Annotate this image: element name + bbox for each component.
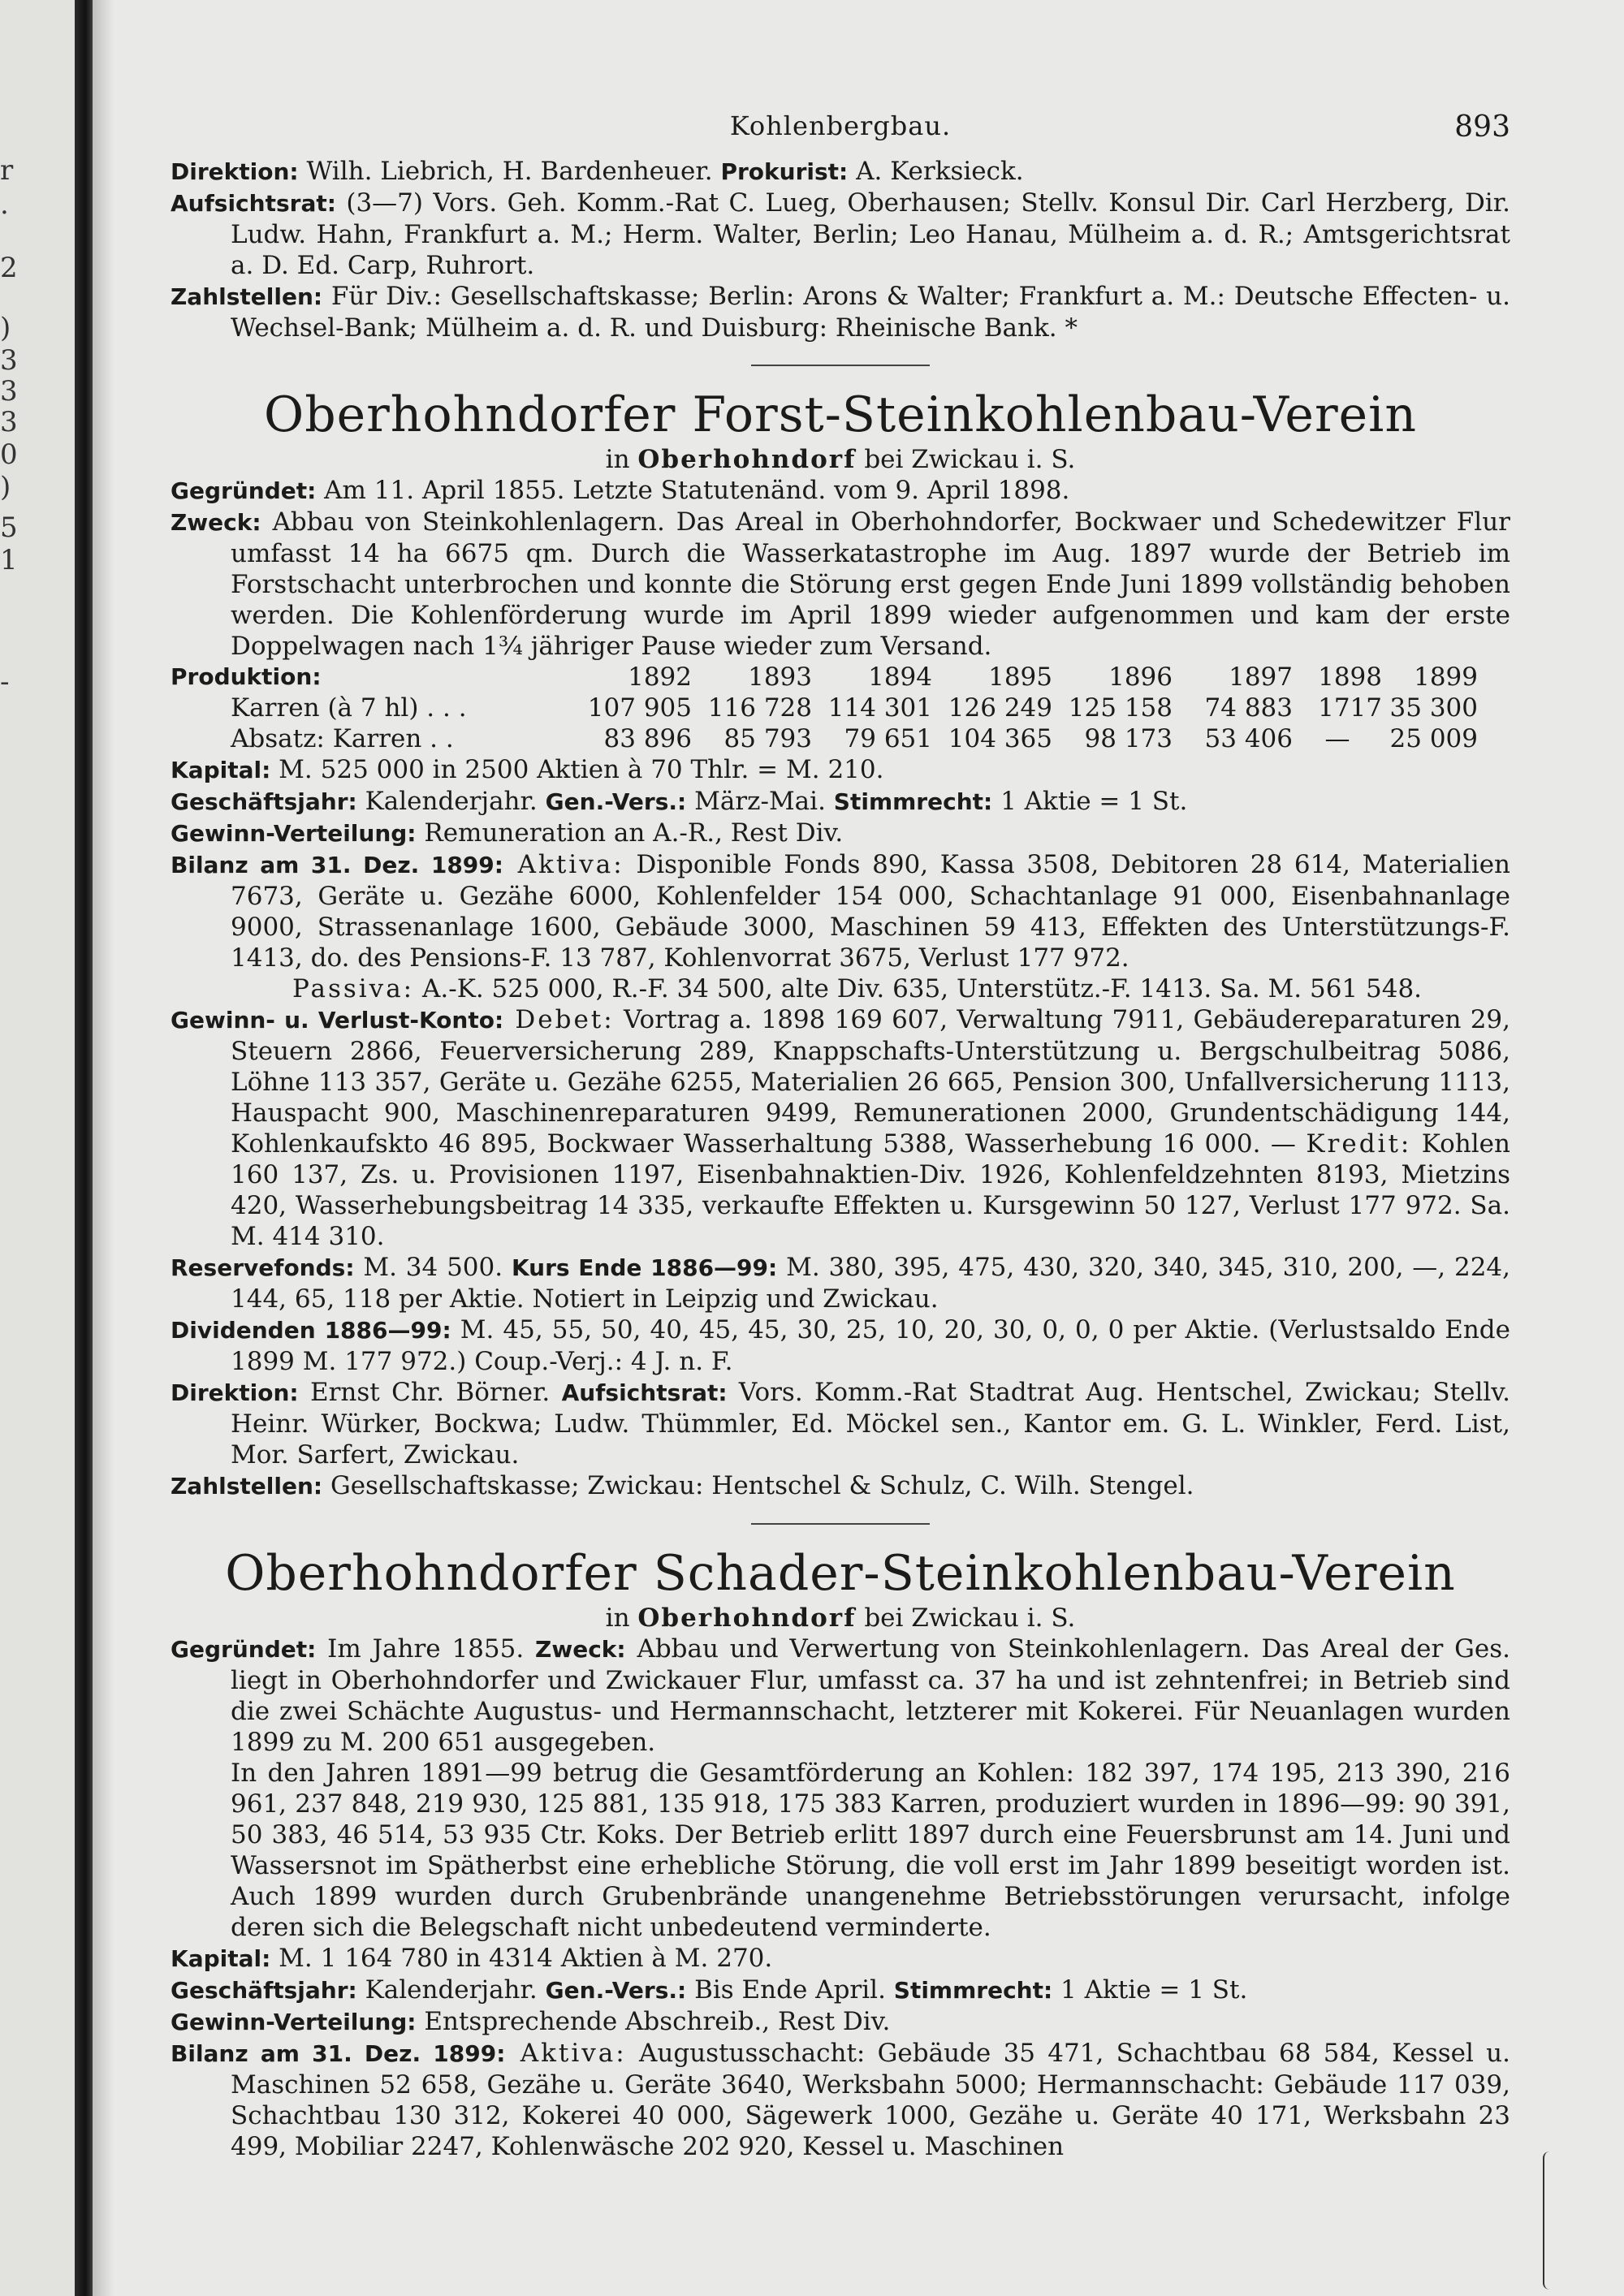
forst-passiva: Passiva: A.-K. 525 000, R.-F. 34 500, alte Div. 635, Unterstütz.-F. 1413. Sa. M. 561 548.	[292, 974, 1423, 1003]
table-row: Karren (à 7 hl) . . . 107 905 116 728 114 301 126 249 125 158 74 883 1717 35 300	[231, 693, 1478, 723]
schader-bilanz: Bilanz am 31. Dez. 1899: Aktiva: Augustusschacht: Gebäude 35 471, Schachtbau 68 584, Kessel u. Maschinen 52 658, Gezähe u. Geräte 3640, Werksbahn 5000; Hermannschacht: Gebäude 117 039, Schachtbau 130 312, Kokerei 40 000, Sägewerk 1000, Gezähe u. Geräte 40 171, Werksbahn 23 499, Mobiliar 2247, Kohlenwäsche 202 920, Kessel u. Maschinen	[171, 2039, 1511, 2161]
schader-gewinnverteilung: Gewinn-Verteilung: Entsprechende Abschreib., Rest Div.	[171, 2007, 891, 2036]
margin-fragment: 5	[0, 511, 18, 544]
forst-zweck: Zweck: Abbau von Steinkohlenlagern. Das Areal in Oberhohndorfer, Bockwaer und Schedewitzer Flur umfasst 14 ha 6675 qm. Durch die Wasserkatastrophe im Aug. 1897 wurde der Betrieb im Forstschacht unterbrochen und konnte die Störung erst gegen Ende Juni 1899 vollständig behoben werden. Die Kohlenförderung wurde im April 1899 wieder aufgenommen und kam der erste Doppelwagen nach 1¾ jähriger Pause wieder zum Versand.	[171, 507, 1510, 661]
gutter-shadow	[93, 0, 114, 2296]
forst-reservefonds: Reservefonds: M. 34 500. Kurs Ende 1886—99: M. 380, 395, 475, 430, 320, 340, 345, 310, 200, —, 224, 144, 65, 118 per Aktie. Notiert in Leipzig und Zwickau.	[171, 1253, 1511, 1314]
section-divider	[751, 365, 930, 366]
forst-gewinnverteilung: Gewinn-Verteilung: Remuneration an A.-R., Rest Div.	[171, 818, 844, 848]
section-divider	[751, 1523, 930, 1525]
margin-fragment: 3	[0, 406, 18, 438]
label: Direktion:	[171, 158, 299, 185]
running-head	[171, 104, 1510, 156]
margin-bracket	[1543, 2151, 1553, 2290]
forst-direktion: Direktion: Ernst Chr. Börner. Aufsichtsrat: Vors. Komm.-Rat Stadtrat Aug. Hentschel, Zwickau; Stellv. Heinr. Würker, Bockwa; Ludw. Thümmler, Ed. Möckel sen., Kantor em. G. L. Winkler, Ferd. List, Mor. Sarfert, Zwickau.	[171, 1378, 1510, 1470]
forst-kapital: Kapital: M. 525 000 in 2500 Aktien à 70 Thlr. = M. 210.	[171, 755, 884, 784]
schader-geschaeftsjahr: Geschäftsjahr: Kalenderjahr. Gen.-Vers.: Bis Ende April. Stimmrecht: 1 Aktie = 1 St.	[171, 1975, 1248, 2005]
margin-fragment: 3	[0, 344, 18, 377]
schader-foerderung: In den Jahren 1891—99 betrug die Gesamtförderung an Kohlen: 182 397, 174 195, 213 390, 216 961, 237 848, 219 930, 125 881, 135 918, 175 383 Karren, produziert wurden in 1896—99: 90 391, 50 383, 46 514, 53 935 Ctr. Koks. Der Betrieb erlitt 1897 durch eine Feuersbrunst am 14. Juni und Wassersnot im Spätherbst eine erhebliche Störung, die voll erst im Jahr 1899 beseitigt worden ist. Auch 1899 wurden durch Grubenbrände unangenehme Betriebsstörungen verursacht, infolge deren sich die Belegschaft nicht unbedeutend verminderte.	[231, 1759, 1510, 1942]
margin-fragment: )	[0, 312, 11, 344]
forst-bilanz: Bilanz am 31. Dez. 1899: Aktiva: Disponible Fonds 890, Kassa 3508, Debitoren 28 614, Materialien 7673, Geräte u. Gezähe 6000, Kohlenfelder 154 000, Schachtanlage 91 000, Eisenbahnanlage 9000, Strassenanlage 1600, Gebäude 3000, Maschinen 59 413, Effekten des Unterstützungs-F. 1413, do. des Pensions-F. 13 787, Kohlenvorrat 3675, Verlust 177 972.	[171, 850, 1511, 973]
label: Zahlstellen:	[171, 283, 323, 310]
entry-location-forst: in Oberhohndorf bei Zwickau i. S.	[605, 445, 1076, 474]
entry-title-schader: Oberhohndorfer Schader-Steinkohlenbau-Verein	[225, 1545, 1456, 1602]
prev-direktion-line: Direktion: Wilh. Liebrich, H. Bardenheuer. Prokurist: A. Kerksieck.	[171, 157, 1024, 186]
margin-fragment: -	[0, 666, 10, 698]
table-row: Produktion: 1892 1893 1894 1895 1896 1897 1898 1899	[171, 662, 1478, 692]
label: Aufsichtsrat:	[171, 190, 336, 217]
margin-fragment: 2	[0, 252, 18, 284]
running-title: Kohlenbergbau.	[729, 110, 952, 141]
table-row: Absatz: Karren . . 83 896 85 793 79 651 104 365 98 173 53 406 — 25 009	[231, 724, 1478, 753]
page-body	[171, 104, 1510, 2162]
forst-geschaeftsjahr: Geschäftsjahr: Kalenderjahr. Gen.-Vers.: März-Mai. Stimmrecht: 1 Aktie = 1 St.	[171, 787, 1188, 816]
margin-fragment: )	[0, 471, 11, 503]
forst-dividenden: Dividenden 1886—99: M. 45, 55, 50, 40, 45, 45, 30, 25, 10, 20, 30, 0, 0, 0 per Aktie. (Verlustsaldo Ende 1899 M. 177 972.) Coup.-Verj.: 4 J. n. F.	[171, 1315, 1510, 1376]
margin-fragment: r	[0, 154, 14, 187]
margin-fragment: 0	[0, 438, 18, 471]
production-label: Produktion:	[171, 663, 322, 690]
forst-zahlstellen: Zahlstellen: Gesellschaftskasse; Zwickau: Hentschel & Schulz, C. Wilh. Stengel.	[171, 1471, 1194, 1500]
prev-zahlstellen: Zahlstellen: Für Div.: Gesellschaftskasse; Berlin: Arons & Walter; Frankfurt a. M.: Deutsche Effecten- u. Wechsel-Bank; Mülheim a. d. R. und Duisburg: Rheinische Bank. *	[171, 282, 1510, 343]
page-number: 893	[1454, 110, 1510, 144]
adjacent-page-edge	[0, 0, 75, 2296]
label: Prokurist:	[720, 158, 849, 185]
production-table	[171, 662, 1478, 754]
prev-aufsichtsrat: Aufsichtsrat: (3—7) Vors. Geh. Komm.-Rat C. Lueg, Oberhausen; Stellv. Konsul Dir. Carl Herzberg, Dir. Ludw. Hahn, Frankfurt a. M.; Herm. Walter, Berlin; Leo Hanau, Mülheim a. d. R.; Amtsgerichtsrat a. D. Ed. Carp, Ruhrort.	[171, 188, 1510, 280]
schader-kapital: Kapital: M. 1 164 780 in 4314 Aktien à M. 270.	[171, 1944, 773, 1973]
margin-fragment: 1	[0, 544, 18, 576]
entry-title-forst: Oberhohndorfer Forst-Steinkohlenbau-Verein	[264, 386, 1417, 443]
schader-gegruendet: Gegründet: Im Jahre 1855. Zweck: Abbau und Verwertung von Steinkohlenlagern. Das Areal der Ges. liegt in Oberhohndorfer und Zwickauer Flur, umfasst ca. 37 ha und ist zehntenfrei; in Betrieb sind die zwei Schächte Augustus- und Hermannschacht, letzterer mit Kokerei. Für Neuanlagen wurden 1899 zu M. 200 651 ausgegeben.	[171, 1634, 1510, 1757]
entry-location-schader: in Oberhohndorf bei Zwickau i. S.	[605, 1603, 1076, 1633]
forst-gegruendet: Gegründet: Am 11. April 1855. Letzte Statutenänd. vom 9. April 1898.	[171, 476, 1070, 505]
margin-fragment: .	[0, 188, 9, 221]
book-spine-shadow	[75, 0, 93, 2296]
margin-fragment: 3	[0, 375, 18, 408]
forst-gewinn-verlust: Gewinn- u. Verlust-Konto: Debet: Vortrag a. 1898 169 607, Verwaltung 7911, Gebäudereparaturen 29, Steuern 2866, Feuerversicherung 289, Knappschafts-Unterstützung u. Bergschulbeitrag 5086, Löhne 113 357, Geräte u. Gezähe 6255, Materialien 26 665, Pension 300, Unfallversicherung 1113, Hauspacht 900, Maschinenreparaturen 9499, Remunerationen 2000, Grundentschädigung 144, Kohlenkaufskto 46 895, Bockwaer Wasserhaltung 5388, Wasserhebung 16 000. — Kredit: Kohlen 160 137, Zs. u. Provisionen 1197, Eisenbahnaktien-Div. 1926, Kohlenfeldzehnten 8193, Mietzins 420, Wasserhebungsbeitrag 14 335, verkaufte Effekten u. Kursgewinn 50 127, Verlust 177 972. Sa. M. 414 310.	[171, 1005, 1510, 1251]
